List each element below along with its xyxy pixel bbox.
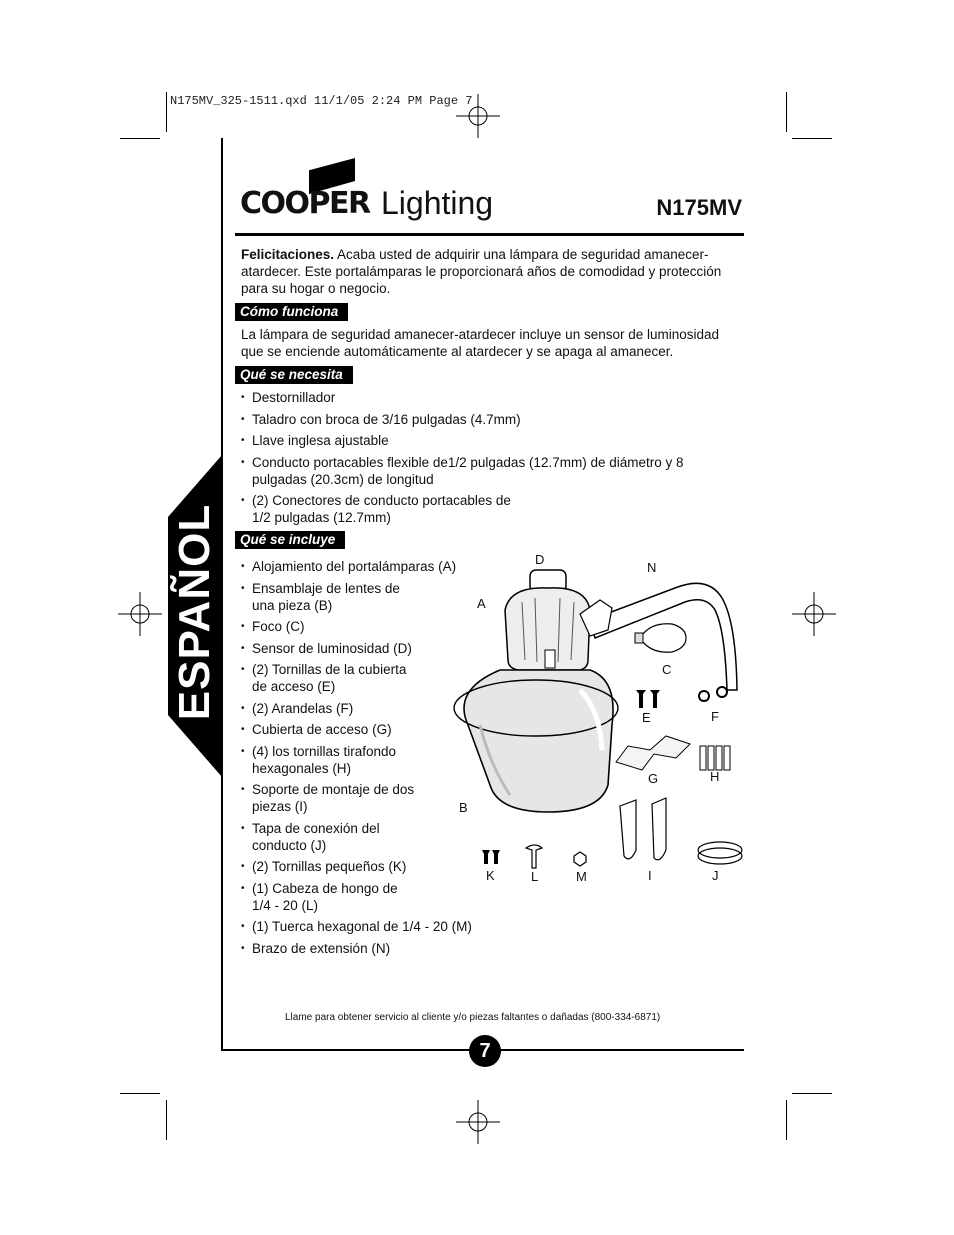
list-item: • Sensor de luminosidad (D) [241,640,491,657]
crop-mark [166,1100,167,1140]
list-item: • Cubierta de acceso (G) [241,721,491,738]
crop-mark [786,1100,787,1140]
logo-brand: COOPER [240,186,370,221]
need-list [241,389,711,526]
crop-mark [786,92,787,132]
section-need [241,366,744,526]
cooper-lighting-logo [240,155,510,225]
list-item: • (2) Arandelas (F) [241,700,491,717]
registration-mark-left [118,592,162,636]
crop-mark [166,92,167,132]
crop-mark [120,138,160,139]
header-rule [235,233,744,236]
list-item: • Soporte de montaje de dos piezas (I) [241,781,426,815]
crop-mark [792,1093,832,1094]
diagram-label-f: F [711,709,719,724]
registration-mark-right [792,592,836,636]
language-side-tab-label: ESPAÑOL [170,503,219,721]
parts-illustration [440,550,750,890]
diagram-label-d: D [535,552,545,567]
list-item: • (2) Tornillas pequeños (K) [241,858,491,875]
model-number: N175MV [656,195,742,220]
list-item: • Conducto portacables flexible de1/2 pulgadas (12.7mm) de diámetro y 8 pulgadas (20.3cm) de longitud [241,454,711,488]
list-item: • Tapa de conexión del conducto (J) [241,820,401,854]
customer-service-note: Llame para obtener servicio al cliente y/o piezas faltantes o dañadas (800-334-6871) [285,1012,661,1023]
list-item: • (1) Cabeza de hongo de 1/4 - 20 (L) [241,880,401,914]
logo-product: Lighting [381,185,494,221]
print-slug: N175MV_325-1511.qxd 11/1/05 2:24 PM Page 7 [170,94,473,108]
section-includes [241,531,744,549]
crop-mark [120,1093,160,1094]
registration-mark-bottom [456,1100,500,1144]
crop-mark [792,138,832,139]
main-content [241,246,744,549]
section-how-label: Cómo funciona [235,303,348,321]
registration-mark-top [456,94,500,138]
list-item: • (4) los tornillas tirafondo hexagonales (H) [241,743,421,777]
diagram-label-n: N [647,560,657,575]
list-item: • (2) Conectores de conducto portacables de 1/2 pulgadas (12.7mm) [241,492,521,526]
section-includes-label: Qué se incluye [235,531,345,549]
list-item: • (2) Tornillas de la cubierta de acceso (E) [241,661,421,695]
intro-text: Acaba usted de adquirir una lámpara de seguridad amanecer-atardecer. Este portalámparas le proporcionará años de comodidad y protección para su hogar o negocio. [241,247,722,296]
list-item: • Destornillador [241,389,711,406]
page-number: 7 [469,1035,501,1067]
intro-paragraph [241,246,741,297]
list-item: • Brazo de extensión (N) [241,940,491,957]
list-item: • Ensamblaje de lentes de una pieza (B) [241,580,421,614]
diagram-label-l: L [531,869,539,884]
parts-diagram [440,550,750,890]
diagram-label-e: E [642,710,651,725]
section-how-text: La lámpara de seguridad amanecer-atardecer incluye un sensor de luminosidad que se enciende automáticamente al atardecer y se apaga al amanecer. [241,327,720,359]
diagram-label-h: H [710,769,720,784]
list-item: • Foco (C) [241,618,491,635]
intro-lead: Felicitaciones. [241,247,335,262]
diagram-label-k: K [486,868,495,883]
diagram-label-a: A [477,596,486,611]
list-item: • Alojamiento del portalámparas (A) [241,558,481,575]
section-how [241,303,744,360]
diagram-label-m: M [576,869,587,884]
section-need-label: Qué se necesita [235,366,353,384]
diagram-label-c: C [662,662,672,677]
list-item: • (1) Tuerca hexagonal de 1/4 - 20 (M) [241,918,491,935]
diagram-label-b: B [459,800,468,815]
diagram-label-g: G [648,771,659,786]
list-item: • Llave inglesa ajustable [241,432,711,449]
diagram-label-j: J [712,868,719,883]
diagram-label-i: I [648,868,652,883]
list-item: • Taladro con broca de 3/16 pulgadas (4.7mm) [241,411,711,428]
